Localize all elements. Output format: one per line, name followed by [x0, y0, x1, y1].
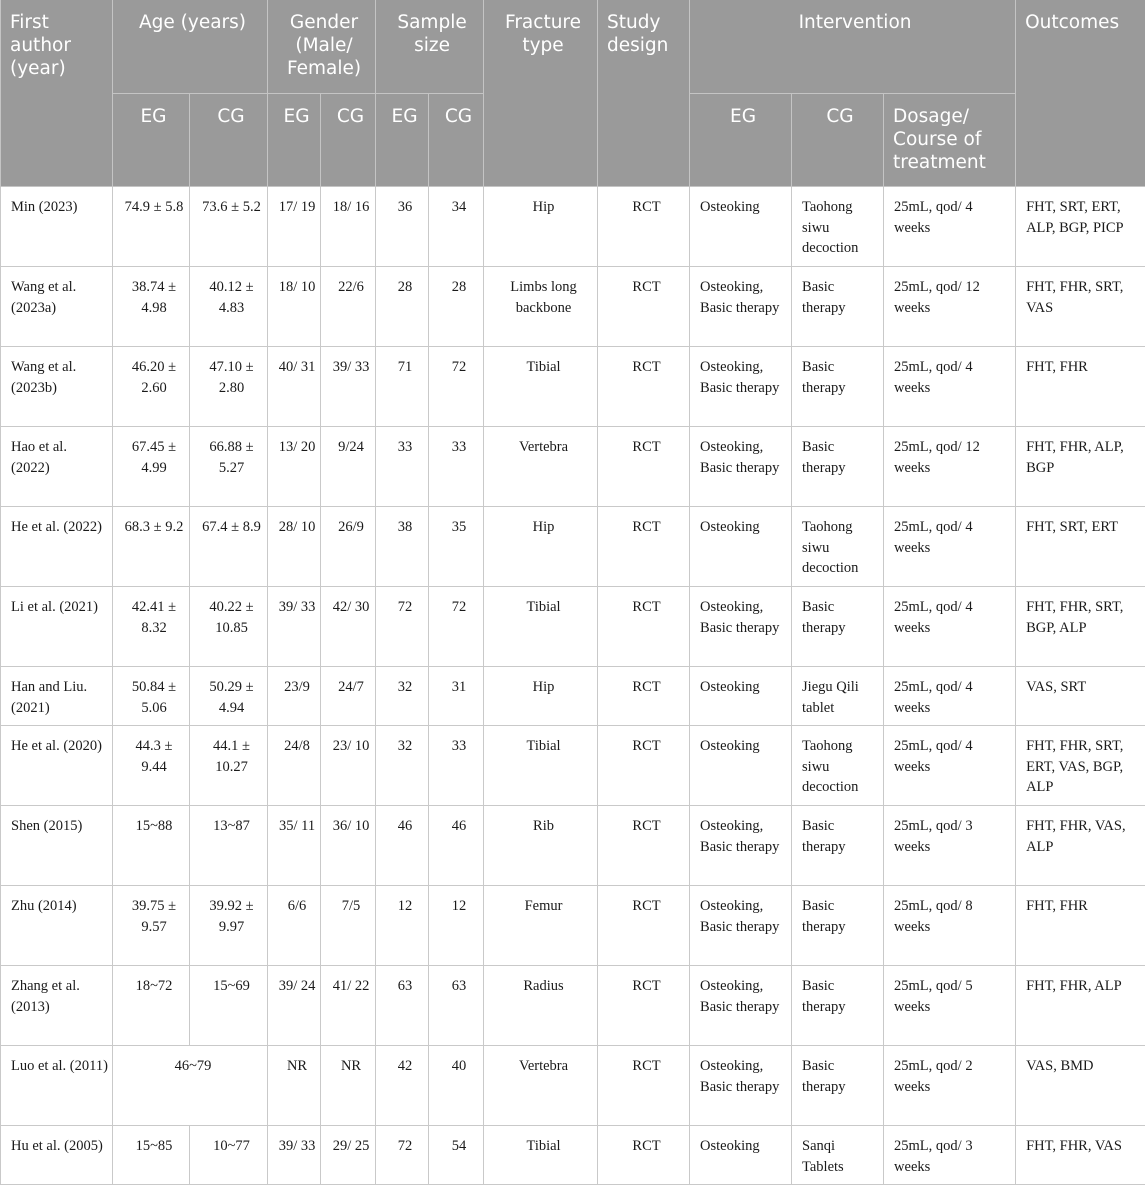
cell-outcomes: VAS, BMD	[1016, 1046, 1145, 1126]
cell-age-cg: 15~69	[190, 966, 268, 1046]
table-row	[1, 427, 1145, 507]
cell-fracture-type: Tibial	[484, 726, 598, 806]
cell-author: He et al. (2020)	[1, 726, 113, 806]
cell-age-eg: 44.3 ± 9.44	[113, 726, 190, 806]
cell-dosage: 25mL, qod/ 12 weeks	[884, 267, 1016, 347]
cell-fracture-type: Hip	[484, 187, 598, 267]
cell-gender-cg: 36/ 10	[321, 806, 376, 886]
cell-gender-cg: 42/ 30	[321, 587, 376, 667]
cell-intervention-cg: Taohong siwu decoction	[792, 187, 884, 267]
cell-intervention-cg: Basic therapy	[792, 587, 884, 667]
cell-sample-eg: 36	[376, 187, 429, 267]
cell-age-cg: 39.92 ± 9.97	[190, 886, 268, 966]
header-sample-eg: EG	[376, 94, 429, 187]
cell-outcomes: FHT, FHR	[1016, 886, 1145, 966]
cell-age-eg: 15~88	[113, 806, 190, 886]
cell-intervention-eg: Osteoking, Basic therapy	[690, 1046, 792, 1126]
cell-gender-cg: 18/ 16	[321, 187, 376, 267]
cell-sample-cg: 28	[429, 267, 484, 347]
header-age-cg: CG	[190, 94, 268, 187]
cell-sample-eg: 28	[376, 267, 429, 347]
cell-sample-eg: 71	[376, 347, 429, 427]
header-sample-cg: CG	[429, 94, 484, 187]
cell-dosage: 25mL, qod/ 5 weeks	[884, 966, 1016, 1046]
cell-intervention-eg: Osteoking	[690, 507, 792, 587]
cell-outcomes: FHT, FHR, VAS, ALP	[1016, 806, 1145, 886]
header-age: Age (years)	[113, 0, 268, 94]
cell-sample-cg: 72	[429, 347, 484, 427]
table-row	[1, 886, 1145, 966]
cell-age-cg: 10~77	[190, 1126, 268, 1185]
cell-dosage: 25mL, qod/ 4 weeks	[884, 507, 1016, 587]
cell-study-design: RCT	[598, 1046, 690, 1126]
cell-study-design: RCT	[598, 966, 690, 1046]
cell-fracture-type: Tibial	[484, 587, 598, 667]
cell-study-design: RCT	[598, 1126, 690, 1185]
cell-gender-eg: 39/ 24	[268, 966, 321, 1046]
cell-age-eg: 68.3 ± 9.2	[113, 507, 190, 587]
cell-intervention-eg: Osteoking, Basic therapy	[690, 886, 792, 966]
table-row	[1, 1046, 1145, 1126]
cell-study-design: RCT	[598, 347, 690, 427]
cell-age-eg: 15~85	[113, 1126, 190, 1185]
cell-fracture-type: Femur	[484, 886, 598, 966]
cell-gender-eg: 6/6	[268, 886, 321, 966]
cell-intervention-eg: Osteoking	[690, 187, 792, 267]
cell-intervention-eg: Osteoking	[690, 1126, 792, 1185]
cell-age-eg: 46.20 ± 2.60	[113, 347, 190, 427]
cell-study-design: RCT	[598, 507, 690, 587]
cell-gender-eg: 18/ 10	[268, 267, 321, 347]
cell-author: Min (2023)	[1, 187, 113, 267]
cell-intervention-cg: Taohong siwu decoction	[792, 726, 884, 806]
table-row	[1, 507, 1145, 587]
cell-dosage: 25mL, qod/ 2 weeks	[884, 1046, 1016, 1126]
cell-outcomes: FHT, FHR, VAS	[1016, 1126, 1145, 1185]
cell-age-cg: 40.12 ± 4.83	[190, 267, 268, 347]
cell-gender-eg: 39/ 33	[268, 1126, 321, 1185]
cell-age-eg: 39.75 ± 9.57	[113, 886, 190, 966]
cell-study-design: RCT	[598, 667, 690, 726]
cell-fracture-type: Rib	[484, 806, 598, 886]
cell-author: Wang et al. (2023b)	[1, 347, 113, 427]
cell-outcomes: FHT, FHR, SRT, ERT, VAS, BGP, ALP	[1016, 726, 1145, 806]
table-header	[1, 0, 1145, 187]
cell-dosage: 25mL, qod/ 4 weeks	[884, 187, 1016, 267]
cell-gender-cg: 24/7	[321, 667, 376, 726]
cell-age-eg: 50.84 ± 5.06	[113, 667, 190, 726]
cell-study-design: RCT	[598, 886, 690, 966]
cell-intervention-cg: Basic therapy	[792, 886, 884, 966]
cell-intervention-cg: Basic therapy	[792, 267, 884, 347]
cell-sample-eg: 32	[376, 726, 429, 806]
cell-dosage: 25mL, qod/ 4 weeks	[884, 726, 1016, 806]
cell-sample-cg: 46	[429, 806, 484, 886]
table-body	[1, 187, 1145, 1185]
cell-age-eg: 18~72	[113, 966, 190, 1046]
cell-sample-cg: 31	[429, 667, 484, 726]
cell-gender-cg: 26/9	[321, 507, 376, 587]
cell-intervention-cg: Sanqi Tablets	[792, 1126, 884, 1185]
cell-age-eg: 74.9 ± 5.8	[113, 187, 190, 267]
cell-fracture-type: Vertebra	[484, 1046, 598, 1126]
cell-study-design: RCT	[598, 427, 690, 507]
cell-sample-eg: 12	[376, 886, 429, 966]
header-gender-cg: CG	[321, 94, 376, 187]
cell-intervention-eg: Osteoking	[690, 667, 792, 726]
cell-outcomes: FHT, FHR, SRT, BGP, ALP	[1016, 587, 1145, 667]
cell-age-cg: 47.10 ± 2.80	[190, 347, 268, 427]
cell-intervention-cg: Taohong siwu decoction	[792, 507, 884, 587]
cell-intervention-eg: Osteoking	[690, 726, 792, 806]
cell-sample-cg: 12	[429, 886, 484, 966]
header-dosage: Dosage/ Course of treatment	[884, 94, 1016, 187]
cell-gender-cg: 23/ 10	[321, 726, 376, 806]
cell-gender-cg: 29/ 25	[321, 1126, 376, 1185]
cell-intervention-eg: Osteoking, Basic therapy	[690, 806, 792, 886]
cell-sample-eg: 63	[376, 966, 429, 1046]
cell-author: Luo et al. (2011)	[1, 1046, 113, 1126]
header-fracture-type: Fracture type	[484, 0, 598, 187]
cell-author: Han and Liu. (2021)	[1, 667, 113, 726]
cell-intervention-eg: Osteoking, Basic therapy	[690, 587, 792, 667]
header-sample-size: Sample size	[376, 0, 484, 94]
cell-intervention-eg: Osteoking, Basic therapy	[690, 427, 792, 507]
cell-dosage: 25mL, qod/ 3 weeks	[884, 806, 1016, 886]
cell-author: Hao et al. (2022)	[1, 427, 113, 507]
cell-gender-eg: 23/9	[268, 667, 321, 726]
cell-age-cg: 50.29 ± 4.94	[190, 667, 268, 726]
cell-age-eg: 67.45 ± 4.99	[113, 427, 190, 507]
table-row	[1, 187, 1145, 267]
header-study-design: Study design	[598, 0, 690, 187]
cell-gender-eg: 24/8	[268, 726, 321, 806]
cell-dosage: 25mL, qod/ 8 weeks	[884, 886, 1016, 966]
cell-study-design: RCT	[598, 806, 690, 886]
cell-outcomes: FHT, SRT, ERT, ALP, BGP, PICP	[1016, 187, 1145, 267]
cell-outcomes: FHT, FHR, SRT, VAS	[1016, 267, 1145, 347]
cell-gender-eg: 17/ 19	[268, 187, 321, 267]
cell-author: Zhu (2014)	[1, 886, 113, 966]
cell-gender-eg: NR	[268, 1046, 321, 1126]
header-gender: Gender (Male/ Female)	[268, 0, 376, 94]
cell-sample-eg: 42	[376, 1046, 429, 1126]
cell-dosage: 25mL, qod/ 4 weeks	[884, 667, 1016, 726]
cell-age-cg: 44.1 ± 10.27	[190, 726, 268, 806]
header-intervention-cg: CG	[792, 94, 884, 187]
cell-age-eg: 38.74 ± 4.98	[113, 267, 190, 347]
cell-intervention-cg: Basic therapy	[792, 1046, 884, 1126]
cell-study-design: RCT	[598, 267, 690, 347]
cell-age-cg: 13~87	[190, 806, 268, 886]
cell-author: He et al. (2022)	[1, 507, 113, 587]
cell-sample-cg: 34	[429, 187, 484, 267]
cell-sample-cg: 33	[429, 427, 484, 507]
cell-intervention-eg: Osteoking, Basic therapy	[690, 267, 792, 347]
cell-dosage: 25mL, qod/ 3 weeks	[884, 1126, 1016, 1185]
cell-gender-cg: 39/ 33	[321, 347, 376, 427]
cell-gender-cg: 7/5	[321, 886, 376, 966]
cell-intervention-eg: Osteoking, Basic therapy	[690, 966, 792, 1046]
header-intervention: Intervention	[690, 0, 1016, 94]
cell-fracture-type: Hip	[484, 507, 598, 587]
table-row	[1, 966, 1145, 1046]
cell-fracture-type: Limbs long backbone	[484, 267, 598, 347]
cell-gender-eg: 35/ 11	[268, 806, 321, 886]
table-row	[1, 726, 1145, 806]
cell-intervention-eg: Osteoking, Basic therapy	[690, 347, 792, 427]
header-author: First author (year)	[1, 0, 113, 187]
cell-fracture-type: Vertebra	[484, 427, 598, 507]
cell-author: Shen (2015)	[1, 806, 113, 886]
table-row	[1, 347, 1145, 427]
cell-gender-cg: NR	[321, 1046, 376, 1126]
cell-gender-eg: 13/ 20	[268, 427, 321, 507]
cell-sample-cg: 72	[429, 587, 484, 667]
cell-intervention-cg: Basic therapy	[792, 806, 884, 886]
header-outcomes: Outcomes	[1016, 0, 1145, 187]
cell-fracture-type: Hip	[484, 667, 598, 726]
cell-dosage: 25mL, qod/ 12 weeks	[884, 427, 1016, 507]
cell-study-design: RCT	[598, 587, 690, 667]
table-row	[1, 267, 1145, 347]
cell-sample-cg: 35	[429, 507, 484, 587]
cell-sample-cg: 54	[429, 1126, 484, 1185]
header-age-eg: EG	[113, 94, 190, 187]
cell-age-cg: 66.88 ± 5.27	[190, 427, 268, 507]
cell-fracture-type: Radius	[484, 966, 598, 1046]
cell-dosage: 25mL, qod/ 4 weeks	[884, 347, 1016, 427]
cell-gender-cg: 22/6	[321, 267, 376, 347]
cell-study-design: RCT	[598, 187, 690, 267]
cell-author: Hu et al. (2005)	[1, 1126, 113, 1185]
cell-sample-eg: 38	[376, 507, 429, 587]
header-gender-eg: EG	[268, 94, 321, 187]
table-row	[1, 1126, 1145, 1185]
cell-gender-eg: 40/ 31	[268, 347, 321, 427]
cell-outcomes: FHT, FHR, ALP	[1016, 966, 1145, 1046]
cell-author: Wang et al. (2023a)	[1, 267, 113, 347]
cell-intervention-cg: Basic therapy	[792, 427, 884, 507]
cell-fracture-type: Tibial	[484, 1126, 598, 1185]
cell-sample-cg: 33	[429, 726, 484, 806]
cell-author: Zhang et al. (2013)	[1, 966, 113, 1046]
cell-sample-eg: 32	[376, 667, 429, 726]
table-row	[1, 667, 1145, 726]
cell-intervention-cg: Basic therapy	[792, 347, 884, 427]
cell-author: Li et al. (2021)	[1, 587, 113, 667]
cell-gender-eg: 39/ 33	[268, 587, 321, 667]
cell-age-eg: 42.41 ± 8.32	[113, 587, 190, 667]
cell-sample-cg: 40	[429, 1046, 484, 1126]
table-row	[1, 806, 1145, 886]
cell-fracture-type: Tibial	[484, 347, 598, 427]
cell-study-design: RCT	[598, 726, 690, 806]
cell-age-cg: 73.6 ± 5.2	[190, 187, 268, 267]
cell-gender-cg: 9/24	[321, 427, 376, 507]
cell-sample-eg: 72	[376, 1126, 429, 1185]
cell-gender-cg: 41/ 22	[321, 966, 376, 1046]
cell-outcomes: FHT, FHR, ALP, BGP	[1016, 427, 1145, 507]
cell-outcomes: FHT, SRT, ERT	[1016, 507, 1145, 587]
cell-age-cg: 40.22 ± 10.85	[190, 587, 268, 667]
table-row	[1, 587, 1145, 667]
cell-age-combined: 46~79	[113, 1046, 268, 1126]
cell-outcomes: VAS, SRT	[1016, 667, 1145, 726]
cell-sample-eg: 72	[376, 587, 429, 667]
cell-dosage: 25mL, qod/ 4 weeks	[884, 587, 1016, 667]
cell-age-cg: 67.4 ± 8.9	[190, 507, 268, 587]
cell-intervention-cg: Jiegu Qili tablet	[792, 667, 884, 726]
cell-gender-eg: 28/ 10	[268, 507, 321, 587]
cell-outcomes: FHT, FHR	[1016, 347, 1145, 427]
cell-sample-cg: 63	[429, 966, 484, 1046]
cell-sample-eg: 46	[376, 806, 429, 886]
cell-sample-eg: 33	[376, 427, 429, 507]
header-intervention-eg: EG	[690, 94, 792, 187]
cell-intervention-cg: Basic therapy	[792, 966, 884, 1046]
